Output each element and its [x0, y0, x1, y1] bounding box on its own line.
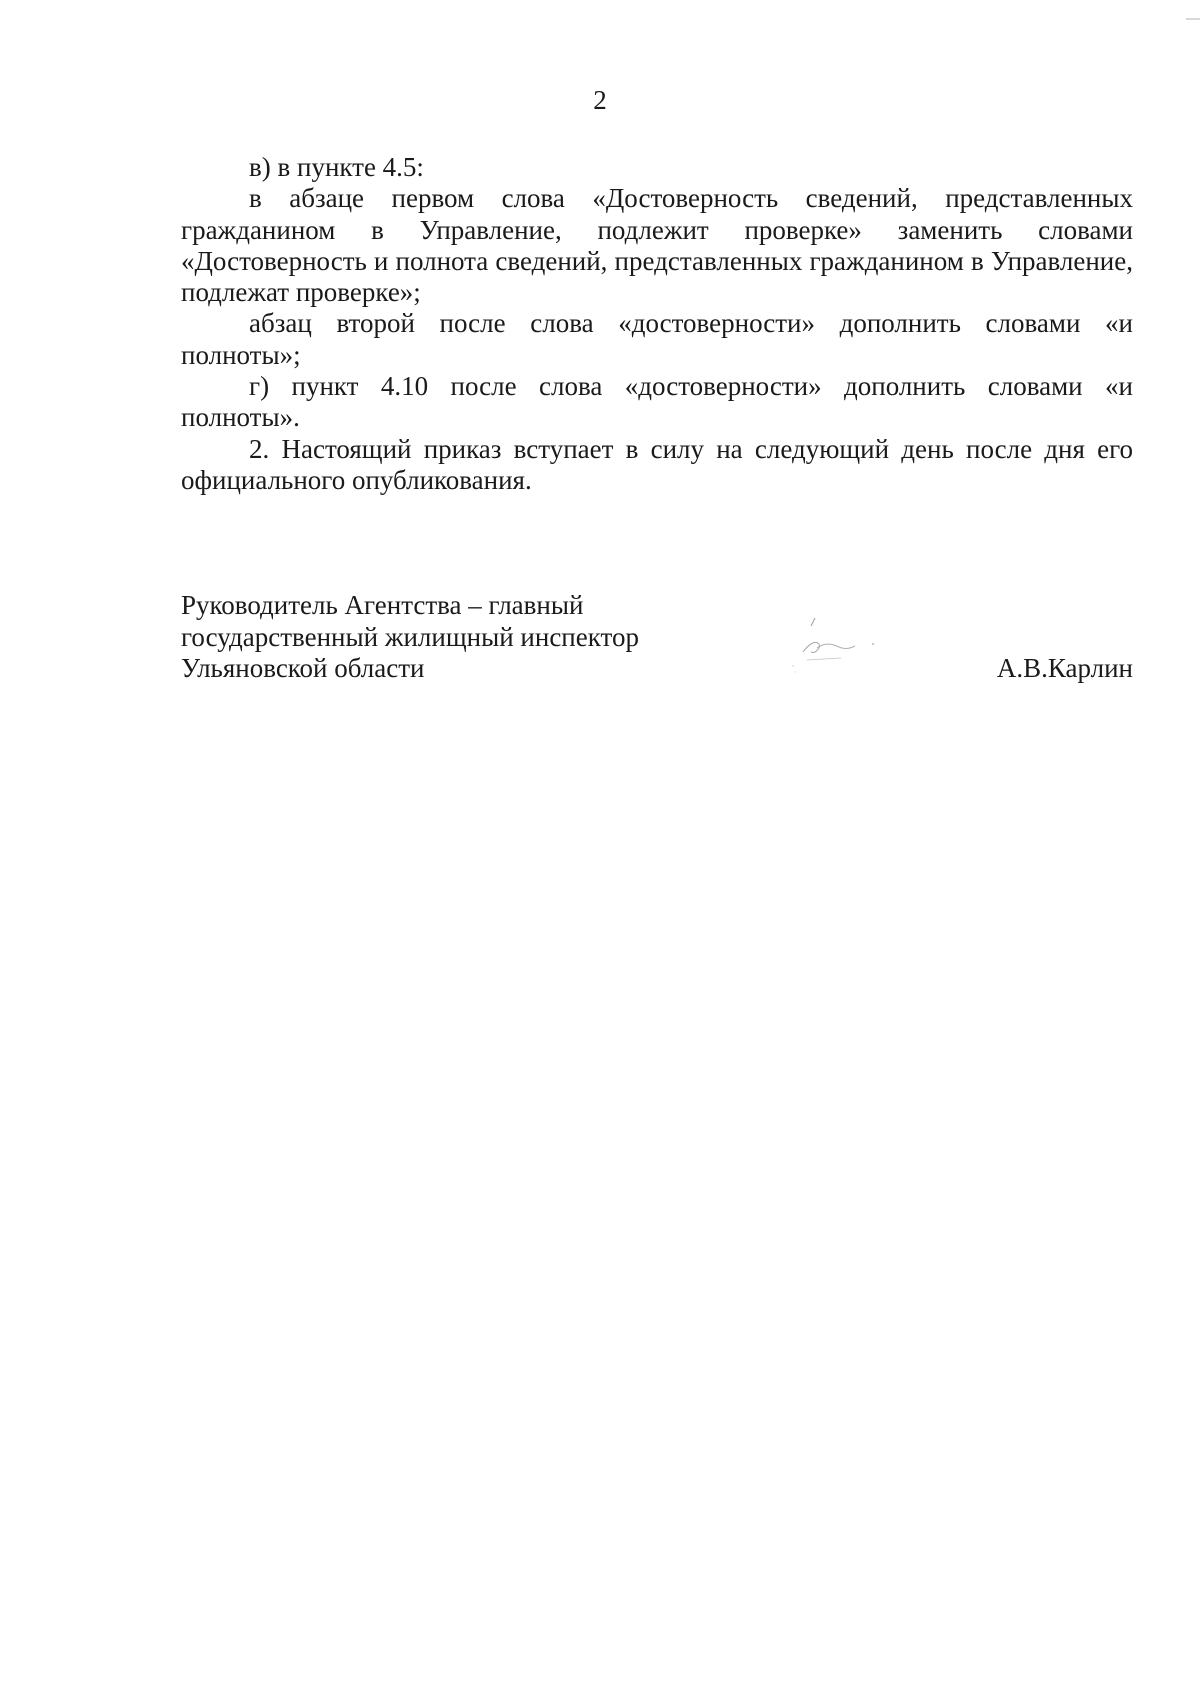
signatory-title-line: Ульяновской области — [181, 653, 425, 683]
paragraph-item-v: в) в пункте 4.5: — [249, 152, 424, 182]
signer-name: А.В.Карлин — [996, 653, 1133, 683]
paragraph-effective-date: 2. Настоящий приказ вступает в силу на следующий день после дня его официального опубликования. — [181, 433, 1133, 495]
signatory-title — [181, 590, 639, 685]
scan-edge-mark — [1186, 18, 1200, 20]
paragraph-item-g: г) пункт 4.10 после слова «достоверности» дополнить словами «и полноты». — [181, 371, 1133, 433]
signature-block — [181, 590, 1133, 690]
handwritten-signature — [781, 614, 891, 674]
signatory-title-line: Руководитель Агентства – главный — [181, 590, 584, 620]
document-body — [181, 152, 1133, 496]
paragraph-second-abzac: абзац второй после слова «достоверности» дополнить словами «и полноты»; — [181, 308, 1133, 370]
signatory-title-line: государственный жилищный инспектор — [181, 621, 639, 652]
paragraph-first-abzac: в абзаце первом слова «Достоверность сведений, представленных гражданином в Управление, подлежит проверке» заменить словами «Достоверность и полнота сведений, представленных гражданином в Управление, подлежат проверке»; — [181, 183, 1133, 308]
page-number: 2 — [593, 85, 607, 115]
